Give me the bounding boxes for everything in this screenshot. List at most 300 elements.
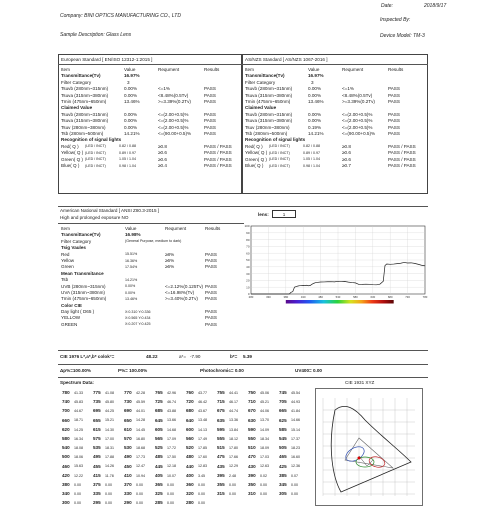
- table-cell: 0.00%: [308, 92, 322, 98]
- signal-row-cell: 0.98 / 1.04: [303, 163, 320, 168]
- wavelength-cell: 705: [279, 399, 287, 405]
- claimed-value-heading: Claimed Value: [61, 105, 93, 111]
- wavelength-cell: 660: [62, 417, 70, 423]
- wavelength-cell: 390: [248, 472, 256, 478]
- filter-category-label: Filter Category: [61, 79, 92, 85]
- x-tick-label: 730: [405, 295, 410, 299]
- transmittance-cell: 18.23: [291, 446, 300, 450]
- transmittance-cell: 18.09: [260, 446, 269, 450]
- transmittance-cell: 17.60: [198, 455, 207, 460]
- wavelength-cell: 330: [124, 491, 132, 497]
- wavelength-cell: 610: [124, 426, 132, 432]
- signal-row-cell: Blue( Q ): [245, 163, 264, 168]
- transmittance-cell: 0.00: [167, 482, 174, 487]
- table-cell: Tmin (475nm~650nm): [61, 99, 107, 104]
- table-cell: Tsuva (315nm~380nm): [61, 118, 109, 124]
- transmittance-cell: 12.18: [167, 464, 176, 469]
- transmittance-cell: 0.00: [105, 501, 112, 506]
- wavelength-cell: 345: [279, 482, 287, 487]
- transmittance-cell: 0.00: [74, 501, 81, 506]
- transmittance-cell: 44.06: [260, 409, 269, 414]
- wavelength-cell: 315: [217, 491, 225, 497]
- column-header: Results: [204, 67, 220, 72]
- wavelength-cell: 295: [93, 500, 101, 506]
- wavelength-cell: 445: [155, 463, 163, 469]
- transmittance-cell: 44.25: [105, 409, 114, 414]
- table-cell: 0.00%: [124, 118, 138, 124]
- transmittance-cell: 14.25: [74, 427, 83, 432]
- signal-row-cell: PASS / PASS: [204, 156, 232, 162]
- cie-coordinates: X:0.565 Y:0.434: [125, 315, 151, 320]
- transmittance-cell: 14.26: [105, 464, 114, 469]
- transmittance-cell: 10.94: [136, 473, 145, 478]
- transmittance-cell: 16.34: [74, 436, 83, 441]
- x-tick-label: 330: [266, 295, 271, 299]
- table-cell: >=3.39%(0.2Tv): [158, 99, 191, 104]
- y-tick-label: 80: [246, 237, 250, 242]
- transmittance-cell: 18.06: [74, 455, 83, 460]
- table-cell: <=(2.00+0.5)%: [158, 111, 189, 117]
- wavelength-cell: 335: [93, 491, 101, 497]
- wavelength-cell: 360: [186, 482, 194, 487]
- transmittance-cell: 15.21: [105, 418, 114, 423]
- wavelength-cell: 310: [248, 491, 256, 497]
- wavelength-cell: 455: [93, 463, 101, 469]
- x-tick-label: 630: [370, 295, 376, 299]
- table-cell: 0.00%: [308, 118, 322, 124]
- table-cell: Tsuv (280nm~380nm): [245, 124, 290, 130]
- transmittance-cell: 45.06: [260, 390, 269, 395]
- spectrum-top-rule: [58, 377, 428, 378]
- table-cell: 0.00%: [124, 86, 138, 92]
- signal-row-cell: (LED / INCT): [85, 157, 106, 162]
- transmittance-cell: 46.74: [167, 400, 176, 404]
- tsig-cell: 16.36%: [125, 258, 138, 263]
- uv-cell: 0.00%: [125, 290, 136, 295]
- transmittance-cell: 0.02: [260, 473, 267, 478]
- table-cell: Tsuv (280nm~380nm): [61, 124, 106, 130]
- transmittance-cell: 42.28: [136, 390, 145, 395]
- wavelength-cell: 470: [248, 454, 256, 460]
- wavelength-cell: 525: [155, 445, 163, 451]
- signal-row-cell: 0.89 / 0.97: [119, 150, 136, 155]
- cie-coordinates: X:0.207 Y:0.425: [125, 322, 151, 327]
- wavelength-cell: 665: [279, 408, 287, 414]
- cie-coordinates: X:0.310 Y:0.336: [125, 309, 151, 314]
- wavelength-cell: 760: [186, 390, 194, 395]
- tsig-cell: Green: [61, 264, 74, 270]
- wavelength-cell: 405: [155, 472, 163, 478]
- company-name: Company: BINI OPTICS MANUFACTURING CO., LTD: [60, 13, 181, 19]
- uv-cell: PASS: [205, 296, 217, 302]
- signal-row-cell: ≥0.6: [342, 150, 351, 156]
- wavelength-cell: 475: [217, 454, 225, 460]
- transmittance-cell: 0.00: [136, 482, 143, 487]
- table-cell: PASS: [204, 92, 216, 98]
- standards-divider: [58, 64, 428, 65]
- table-cell: <=(90.00+0.5)%: [342, 131, 376, 136]
- x-tick-label: 430: [300, 295, 306, 299]
- transmittance-cell: 0.00: [167, 492, 174, 496]
- y-tick-label: 40: [246, 265, 250, 269]
- wavelength-cell: 290: [124, 500, 132, 506]
- transmittance-value: 16.97%: [124, 73, 140, 79]
- wavelength-cell: 480: [186, 454, 194, 460]
- wavelength-cell: 585: [279, 426, 287, 432]
- wavelength-cell: 695: [93, 408, 101, 414]
- ansi-title: American National Standard [ ANSI Z80.3-2015 ]: [60, 208, 160, 213]
- y-tick-label: 70: [246, 244, 250, 249]
- transmittance-cell: 14.13: [198, 427, 207, 432]
- transmittance-cell: 0.00: [229, 492, 236, 496]
- uv-cell: <=16.98%(Tv): [165, 290, 195, 295]
- table-cell: <8.48%(0.5Tv): [342, 92, 373, 98]
- ansi-header-rule: [58, 223, 244, 224]
- tsb-label: Tsb: [61, 277, 69, 283]
- filter-category-label: Filter Category: [245, 79, 276, 85]
- wavelength-cell: 280: [186, 500, 194, 506]
- transmittance-cell: 14.45: [136, 427, 145, 432]
- transmittance-cell: 18.68: [136, 446, 145, 450]
- transmittance-cell: 0.00: [167, 501, 174, 506]
- transmittance-cell: 0.00: [229, 482, 236, 487]
- wavelength-cell: 550: [248, 436, 256, 441]
- transmittance-cell: 18.12: [229, 436, 238, 441]
- wavelength-cell: 765: [155, 390, 163, 395]
- transmittance-cell: 0.00: [198, 482, 205, 487]
- signal-lights-heading: Recognition of signal lights: [61, 137, 122, 143]
- wavelength-cell: 505: [279, 445, 287, 451]
- transmittance-cell: 13.36: [229, 418, 238, 423]
- wavelength-cell: 575: [93, 436, 101, 441]
- transmittance-cell: 0.00: [198, 501, 205, 506]
- signal-row-cell: PASS / PASS: [388, 156, 416, 162]
- signal-row-cell: Green( Q ): [61, 156, 83, 162]
- y-tick-label: 10: [246, 285, 250, 290]
- transmittance-label: Transmittance(Tv): [61, 73, 101, 79]
- transmittance-cell: 16.80: [136, 436, 145, 441]
- table-cell: Tsuvb (280nm~315nm): [61, 111, 109, 117]
- wavelength-cell: 600: [186, 426, 194, 432]
- transmittance-cell: 17.73: [136, 455, 145, 460]
- signal-row-cell: PASS / PASS: [388, 150, 416, 156]
- tsb-value: 14.21%: [125, 278, 138, 282]
- lab-label: CIE 1976 L*,a*,b* colok°=: [60, 354, 115, 359]
- signal-row-cell: ≥0.6: [158, 156, 167, 162]
- transmittance-cell: 13.66: [167, 418, 176, 423]
- table-cell: 0.00%: [124, 92, 138, 98]
- tsig-cell: ≥8%: [165, 251, 175, 257]
- wavelength-cell: 620: [62, 426, 70, 432]
- transmittance-cell: 16.60: [291, 455, 300, 460]
- transmittance-cell: 0.00: [198, 492, 205, 496]
- wavelength-cell: 650: [124, 417, 132, 423]
- lab-b-value: 5.39: [243, 354, 252, 359]
- transmittance-cell: 43.77: [198, 390, 207, 395]
- cie-name: GREEN: [61, 321, 78, 327]
- tsig-cell: PASS: [205, 251, 217, 257]
- transmittance-cell: 46.42: [198, 400, 207, 404]
- table-cell: <8.48%(0.5Tv): [158, 92, 189, 98]
- spectrum-title: Spectrum Data:: [60, 380, 94, 385]
- signal-row-cell: Yellow( Q ): [245, 150, 268, 156]
- table-cell: Tmin (475nm~650nm): [245, 99, 291, 104]
- wavelength-cell: 670: [248, 408, 256, 414]
- column-header: Item: [61, 67, 70, 72]
- wavelength-cell: 410: [124, 472, 132, 478]
- transmittance-cell: 0.00: [291, 482, 298, 487]
- signal-row-cell: 1.05 / 1.04: [303, 157, 320, 162]
- x-tick-label: 480: [318, 295, 323, 299]
- wavelength-cell: 380: [62, 482, 70, 487]
- uv-cell: PASS: [205, 283, 217, 289]
- transmittance-cell: 17.37: [291, 436, 300, 441]
- wavelength-cell: 485: [155, 454, 163, 460]
- x-tick-label: 580: [353, 295, 358, 299]
- wavelength-cell: 370: [124, 482, 132, 487]
- table-cell: PASS: [388, 131, 400, 136]
- wavelength-cell: 725: [155, 399, 163, 405]
- uv400-value: UV400= 0.00: [295, 368, 322, 373]
- signal-row-cell: PASS / PASS: [204, 163, 232, 168]
- transmittance-cell: 45.59: [136, 400, 145, 404]
- tsig-cell: Red: [61, 251, 70, 257]
- transmittance-cell: 15.63: [74, 464, 83, 469]
- table-cell: Tsb (280nm~500nm): [61, 131, 104, 136]
- transmittance-cell: 14.66: [291, 418, 300, 423]
- signal-row-cell: ≥0.8: [342, 143, 351, 149]
- table-cell: 13.46%: [308, 99, 324, 104]
- signal-row-cell: (LED / INCT): [269, 163, 290, 168]
- wavelength-cell: 570: [124, 436, 132, 441]
- wavelength-cell: 435: [217, 463, 225, 469]
- transmittance-cell: 17.72: [167, 446, 176, 450]
- lab-bottom-rule: [58, 364, 428, 365]
- signal-row-cell: 1.05 / 1.04: [119, 157, 136, 162]
- transmittance-cell: 43.88: [167, 409, 176, 414]
- wavelength-cell: 500: [62, 454, 70, 460]
- tsig-cell: ≥6%: [165, 264, 175, 270]
- transmittance-cell: 12.47: [136, 464, 145, 469]
- column-header: Requment: [342, 67, 364, 72]
- wavelength-cell: 490: [124, 454, 132, 460]
- signal-row-cell: 0.82 / 0.88: [303, 144, 320, 149]
- transmittance-cell: 46.17: [229, 400, 238, 404]
- wavelength-cell: 340: [62, 491, 70, 497]
- transmittance-cell: 3.45: [198, 473, 205, 478]
- table-cell: PASS: [204, 86, 216, 92]
- y-tick-label: 30: [246, 271, 250, 276]
- uv-cell: Tmin (475nm~650nm): [61, 296, 107, 302]
- transmittance-cell: 0.00: [260, 482, 267, 487]
- tsig-heading: Tsig Vaules: [61, 244, 86, 250]
- sample-description: Sample Description: Glass Lens: [60, 32, 132, 38]
- table-cell: Tsuvb (280nm~315nm): [245, 111, 293, 117]
- table-cell: <=1%: [158, 86, 171, 92]
- wavelength-cell: 770: [124, 390, 132, 395]
- wavelength-cell: 465: [279, 454, 287, 460]
- transmittance-cell: 18.08: [74, 446, 83, 450]
- column-header: Requment: [165, 226, 187, 231]
- transmittance-cell: 13.70: [260, 418, 269, 423]
- transmittance-cell: 0.00: [74, 482, 81, 487]
- lab-a-label: a*=: [179, 354, 187, 359]
- table-cell: 13.46%: [124, 99, 140, 104]
- lens-label: lens:: [258, 212, 269, 217]
- wavelength-cell: 740: [62, 399, 70, 405]
- table-cell: <=(2.00+0.5)%: [342, 111, 373, 117]
- color-cie-heading: Color CIE: [61, 302, 82, 308]
- table-cell: Tsuva (315nm~380nm): [245, 92, 293, 98]
- as-title: AS/NZS Standard [ AS/NZS 1067-2016 ]: [245, 57, 328, 62]
- ansi-subtitle: High and prolonged exposure NO: [60, 215, 129, 220]
- table-cell: PASS: [388, 124, 400, 130]
- wavelength-cell: 655: [93, 417, 101, 423]
- uv-cell: UVA (315nm~380nm): [61, 290, 105, 295]
- wavelength-cell: 565: [155, 436, 163, 441]
- transmittance-value: 16.98%: [125, 232, 141, 238]
- y-tick-label: 60: [246, 251, 250, 256]
- y-tick-label: 50: [246, 258, 250, 263]
- signal-row-cell: (LED / INCT): [85, 150, 106, 155]
- wavelength-cell: 775: [93, 390, 101, 395]
- cie-result: PASS: [205, 315, 217, 321]
- transmittance-cell: 17.50: [167, 455, 176, 460]
- transmittance-cell: 44.93: [291, 400, 300, 404]
- transmittance-label: Transmittance(Tv): [245, 73, 285, 79]
- inspected-by: Inspected By:: [380, 17, 411, 23]
- transmittance-cell: 2.48: [229, 473, 236, 478]
- wavelength-cell: 555: [217, 436, 225, 441]
- tsig-cell: 17.54%: [125, 264, 138, 269]
- wavelength-cell: 560: [186, 436, 194, 441]
- signal-row-cell: PASS / PASS: [204, 143, 232, 149]
- transmittance-cell: 0.07: [291, 473, 298, 478]
- transmittance-cell: 12.29: [229, 464, 238, 469]
- transmittance-cell: 17.00: [105, 436, 114, 441]
- mean-transmittance-heading: Mean Transmitance: [61, 270, 104, 276]
- wavelength-cell: 430: [248, 463, 256, 469]
- wavelength-cell: 375: [93, 482, 101, 487]
- filter-category-value: 3: [311, 79, 314, 85]
- transmittance-cell: 45.54: [291, 390, 300, 395]
- wavelength-cell: 625: [279, 417, 287, 423]
- transmittance-cell: 41.84: [291, 409, 300, 414]
- transmittance-cell: 17.85: [198, 446, 207, 450]
- signal-row-cell: (LED / INCT): [85, 144, 106, 149]
- signal-row-cell: Yellow( Q ): [61, 150, 84, 156]
- wavelength-cell: 535: [93, 445, 101, 451]
- filter-category-value: 3: [127, 79, 130, 85]
- signal-row-cell: ≥0.6: [342, 156, 351, 162]
- transmittance-cell: 12.22: [74, 473, 83, 478]
- wavelength-cell: 640: [186, 417, 194, 423]
- x-tick-label: 380: [283, 295, 289, 299]
- wavelength-cell: 680: [186, 408, 194, 414]
- transmittance-cell: 44.01: [136, 409, 145, 414]
- signal-row-cell: Blue( Q ): [61, 163, 80, 168]
- transmittance-cell: 44.41: [229, 390, 238, 395]
- transmittance-cell: 43.67: [198, 409, 207, 414]
- wavelength-cell: 395: [217, 472, 225, 478]
- transmittance-cell: 13.84: [229, 427, 238, 432]
- filter-category-value: (General Purpose, medium to dark): [125, 239, 182, 244]
- cie-result: PASS: [205, 321, 217, 327]
- table-cell: PASS: [388, 99, 400, 104]
- lab-a-value: -7.90: [190, 354, 201, 359]
- wavelength-cell: 720: [186, 399, 194, 405]
- lens-number-box[interactable]: 1: [272, 210, 296, 218]
- transmittance-cell: 17.09: [167, 436, 176, 441]
- wavelength-cell: 580: [62, 436, 70, 441]
- table-cell: 14.21%: [124, 131, 140, 136]
- uv-cell: 0.00%: [125, 284, 136, 289]
- wavelength-cell: 630: [248, 417, 256, 423]
- transmittance-cell: 14.28: [136, 418, 145, 423]
- transmittance-cell: 45.21: [260, 400, 269, 404]
- table-cell: <=1%: [342, 86, 355, 92]
- column-header: Results: [205, 226, 221, 231]
- column-header: Results: [388, 67, 404, 72]
- wavelength-cell: 300: [62, 500, 70, 506]
- transmittance-cell: 18.31: [105, 446, 114, 450]
- cie-1931-diagram: [315, 388, 423, 506]
- wavelength-cell: 735: [93, 399, 101, 405]
- wavelength-cell: 425: [279, 463, 287, 469]
- transmittance-cell: 0.00: [136, 501, 143, 506]
- cie-name: YELLOW: [61, 315, 81, 321]
- table-cell: Tsuva (315nm~380nm): [245, 118, 293, 124]
- x-tick-label: 680: [387, 295, 393, 299]
- filter-category-label: Filter Category: [61, 238, 92, 244]
- wavelength-cell: 440: [186, 463, 194, 469]
- column-header: Item: [61, 226, 70, 231]
- signal-row-cell: (LED / INCT): [85, 163, 106, 168]
- table-cell: Tsuva (315nm~380nm): [61, 92, 109, 98]
- p-value: P%= 100.00%: [118, 368, 148, 373]
- table-cell: Tsuvb (280nm~315nm): [61, 86, 109, 92]
- tsig-cell: 15.51%: [125, 252, 138, 257]
- signal-row-cell: (LED / INCT): [269, 157, 290, 162]
- column-header: Value: [125, 226, 137, 231]
- wavelength-cell: 615: [93, 426, 101, 432]
- wavelength-cell: 645: [155, 417, 163, 423]
- x-tick-label: 530: [335, 295, 341, 299]
- y-tick-label: 0: [247, 292, 250, 297]
- uv-cell: 13.46%: [125, 296, 138, 301]
- signal-row-cell: PASS / PASS: [204, 150, 232, 156]
- lab-top-rule: [58, 350, 428, 351]
- signal-row-cell: (LED / INCT): [269, 144, 290, 149]
- date-value: 2018/9/17: [424, 3, 447, 9]
- lab-b-label: b*=: [230, 354, 238, 359]
- wavelength-cell: 285: [155, 500, 163, 506]
- column-header: Value: [124, 67, 136, 72]
- signal-row-cell: (LED / INCT): [269, 150, 290, 155]
- wavelength-cell: 400: [186, 472, 194, 478]
- wavelength-cell: 460: [62, 463, 70, 469]
- table-cell: PASS: [388, 118, 400, 124]
- wavelength-cell: 780: [62, 390, 70, 395]
- transmittance-cell: 12.36: [291, 464, 300, 469]
- signal-lights-heading: Recognition of signal lights: [245, 137, 306, 143]
- transmittance-cell: 17.49: [198, 436, 207, 441]
- transmittance-cell: 10.07: [167, 473, 176, 478]
- wavelength-cell: 515: [217, 445, 225, 451]
- wavelength-cell: 320: [186, 491, 194, 497]
- transmittance-cell: 42.96: [167, 390, 176, 395]
- transmittance-cell: 14.09: [260, 427, 269, 432]
